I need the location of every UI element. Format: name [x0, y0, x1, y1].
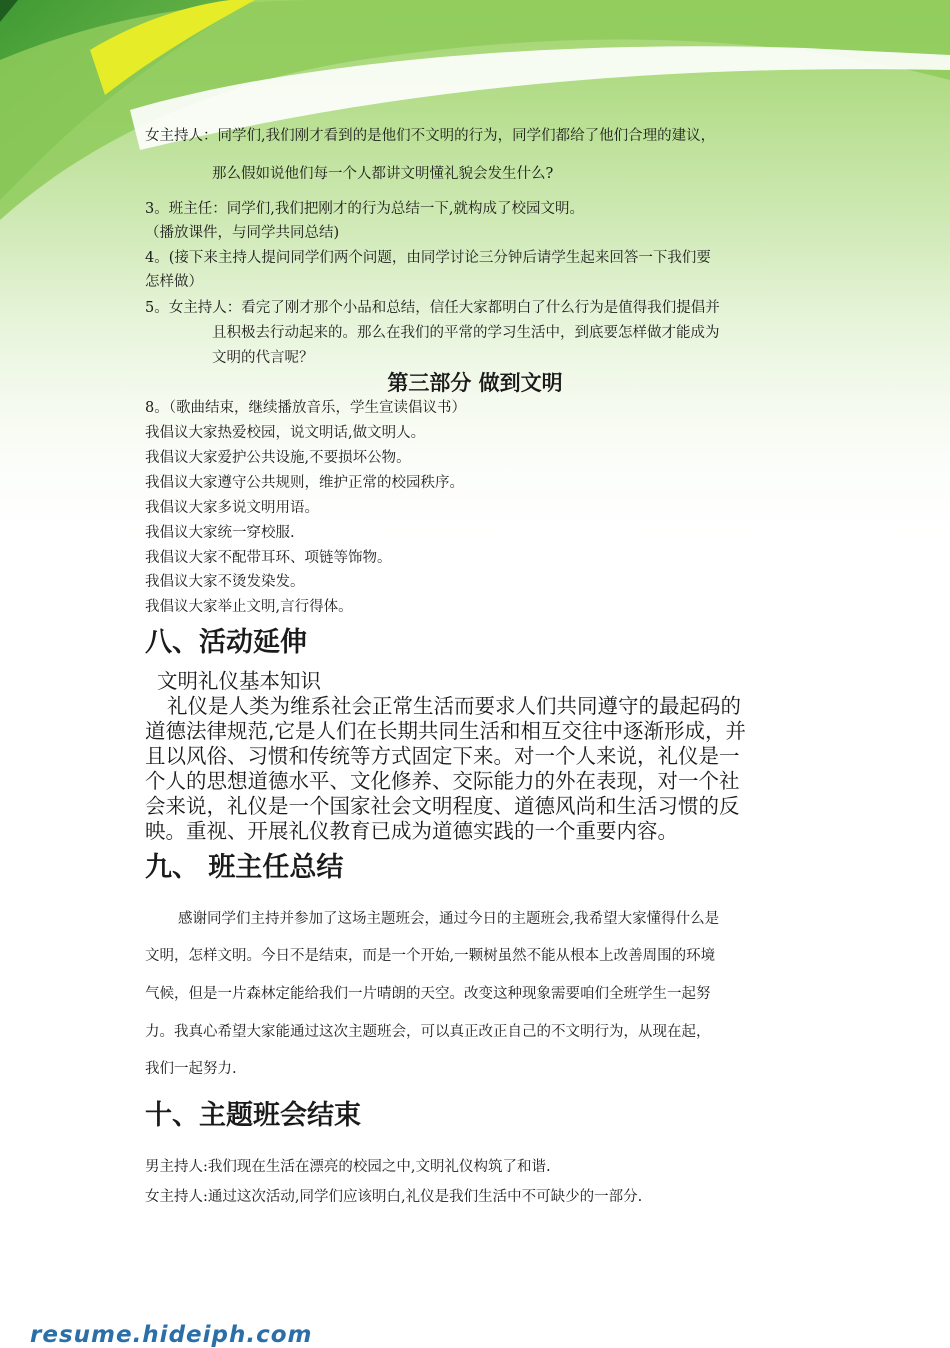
- section8-subtitle: 文明礼仪基本知识: [157, 669, 321, 693]
- section9-title: 九、 班主任总结: [145, 852, 344, 883]
- summary-line: 力。我真心希望大家能通过这次主题班会，可以真正改正自己的不文明行为，从现在起，: [145, 1024, 711, 1040]
- proposal-line: 我倡议大家多说文明用语。: [145, 500, 319, 516]
- summary-line: 文明，怎样文明。今日不是结束，而是一个开始,一颗树虽然不能从根本上改善周围的环境: [145, 948, 716, 964]
- section10-title: 十、主题班会结束: [145, 1100, 361, 1131]
- script-line: （播放课件，与同学共同总结): [145, 225, 340, 241]
- summary-line: 感谢同学们主持并参加了这场主题班会，通过今日的主题班会,我希望大家懂得什么是: [178, 911, 720, 927]
- script-line: 4。(接下来主持人提问同学们两个问题，由同学讨论三分钟后请学生起来回答一下我们要: [145, 250, 711, 266]
- proposal-line: 我倡议大家不配带耳环、项链等饰物。: [145, 550, 392, 566]
- script-line: 那么假如说他们每一个人都讲文明懂礼貌会发生什么?: [212, 166, 554, 182]
- proposal-line: 我倡议大家举止文明,言行得体。: [145, 599, 353, 615]
- script-line: 且积极去行动起来的。那么在我们的平常的学习生活中，到底要怎样做才能成为: [212, 325, 720, 341]
- footer-watermark: resume.hideiph.com: [30, 1322, 313, 1348]
- script-line: 3。班主任：同学们,我们把刚才的行为总结一下,就构成了校园文明。: [145, 201, 584, 217]
- proposal-line: 我倡议大家统一穿校服.: [145, 525, 295, 541]
- etiquette-paragraph-line: 会来说，礼仪是一个国家社会文明程度、道德风尚和生活习惯的反: [145, 794, 740, 818]
- proposal-line: 我倡议大家不烫发染发。: [145, 574, 305, 590]
- proposal-line: 我倡议大家热爱校园，说文明话,做文明人。: [145, 425, 426, 441]
- summary-line: 我们一起努力.: [145, 1061, 237, 1077]
- summary-line: 气候，但是一片森林定能给我们一片晴朗的天空。改变这种现象需要咱们全班学生一起努: [145, 986, 711, 1002]
- etiquette-paragraph-line: 道德法律规范,它是人们在长期共同生活和相互交往中逐渐形成，并: [145, 719, 747, 743]
- script-line: 女主持人：同学们,我们刚才看到的是他们不文明的行为，同学们都给了他们合理的建议，: [145, 128, 716, 144]
- proposal-line: 8。（歌曲结束，继续播放音乐，学生宣读倡议书）: [145, 400, 466, 416]
- script-line: 5。女主持人：看完了刚才那个小品和总结，信任大家都明白了什么行为是值得我们提倡并: [145, 300, 720, 316]
- section8-title: 八、活动延伸: [145, 627, 307, 658]
- etiquette-paragraph-line: 个人的思想道德水平、文化修养、交际能力的外在表现，对一个社: [145, 769, 740, 793]
- script-line: 怎样做）: [145, 274, 203, 290]
- proposal-line: 我倡议大家爱护公共设施,不要损坏公物。: [145, 450, 411, 466]
- etiquette-paragraph-line: 且以风俗、习惯和传统等方式固定下来。对一个人来说，礼仪是一: [145, 744, 740, 768]
- part3-title: 第三部分 做到文明: [387, 370, 563, 395]
- closing-line: 男主持人:我们现在生活在漂亮的校园之中,文明礼仪构筑了和谐.: [145, 1159, 551, 1175]
- closing-line: 女主持人:通过这次活动,同学们应该明白,礼仪是我们生活中不可缺少的一部分.: [145, 1189, 643, 1205]
- script-line: 文明的代言呢？: [212, 350, 314, 366]
- etiquette-paragraph-line: 礼仪是人类为维系社会正常生活而要求人们共同遵守的最起码的: [167, 694, 741, 718]
- proposal-line: 我倡议大家遵守公共规则，维护正常的校园秩序。: [145, 475, 464, 491]
- etiquette-paragraph-line: 映。重视、开展礼仪教育已成为道德实践的一个重要内容。: [145, 819, 678, 843]
